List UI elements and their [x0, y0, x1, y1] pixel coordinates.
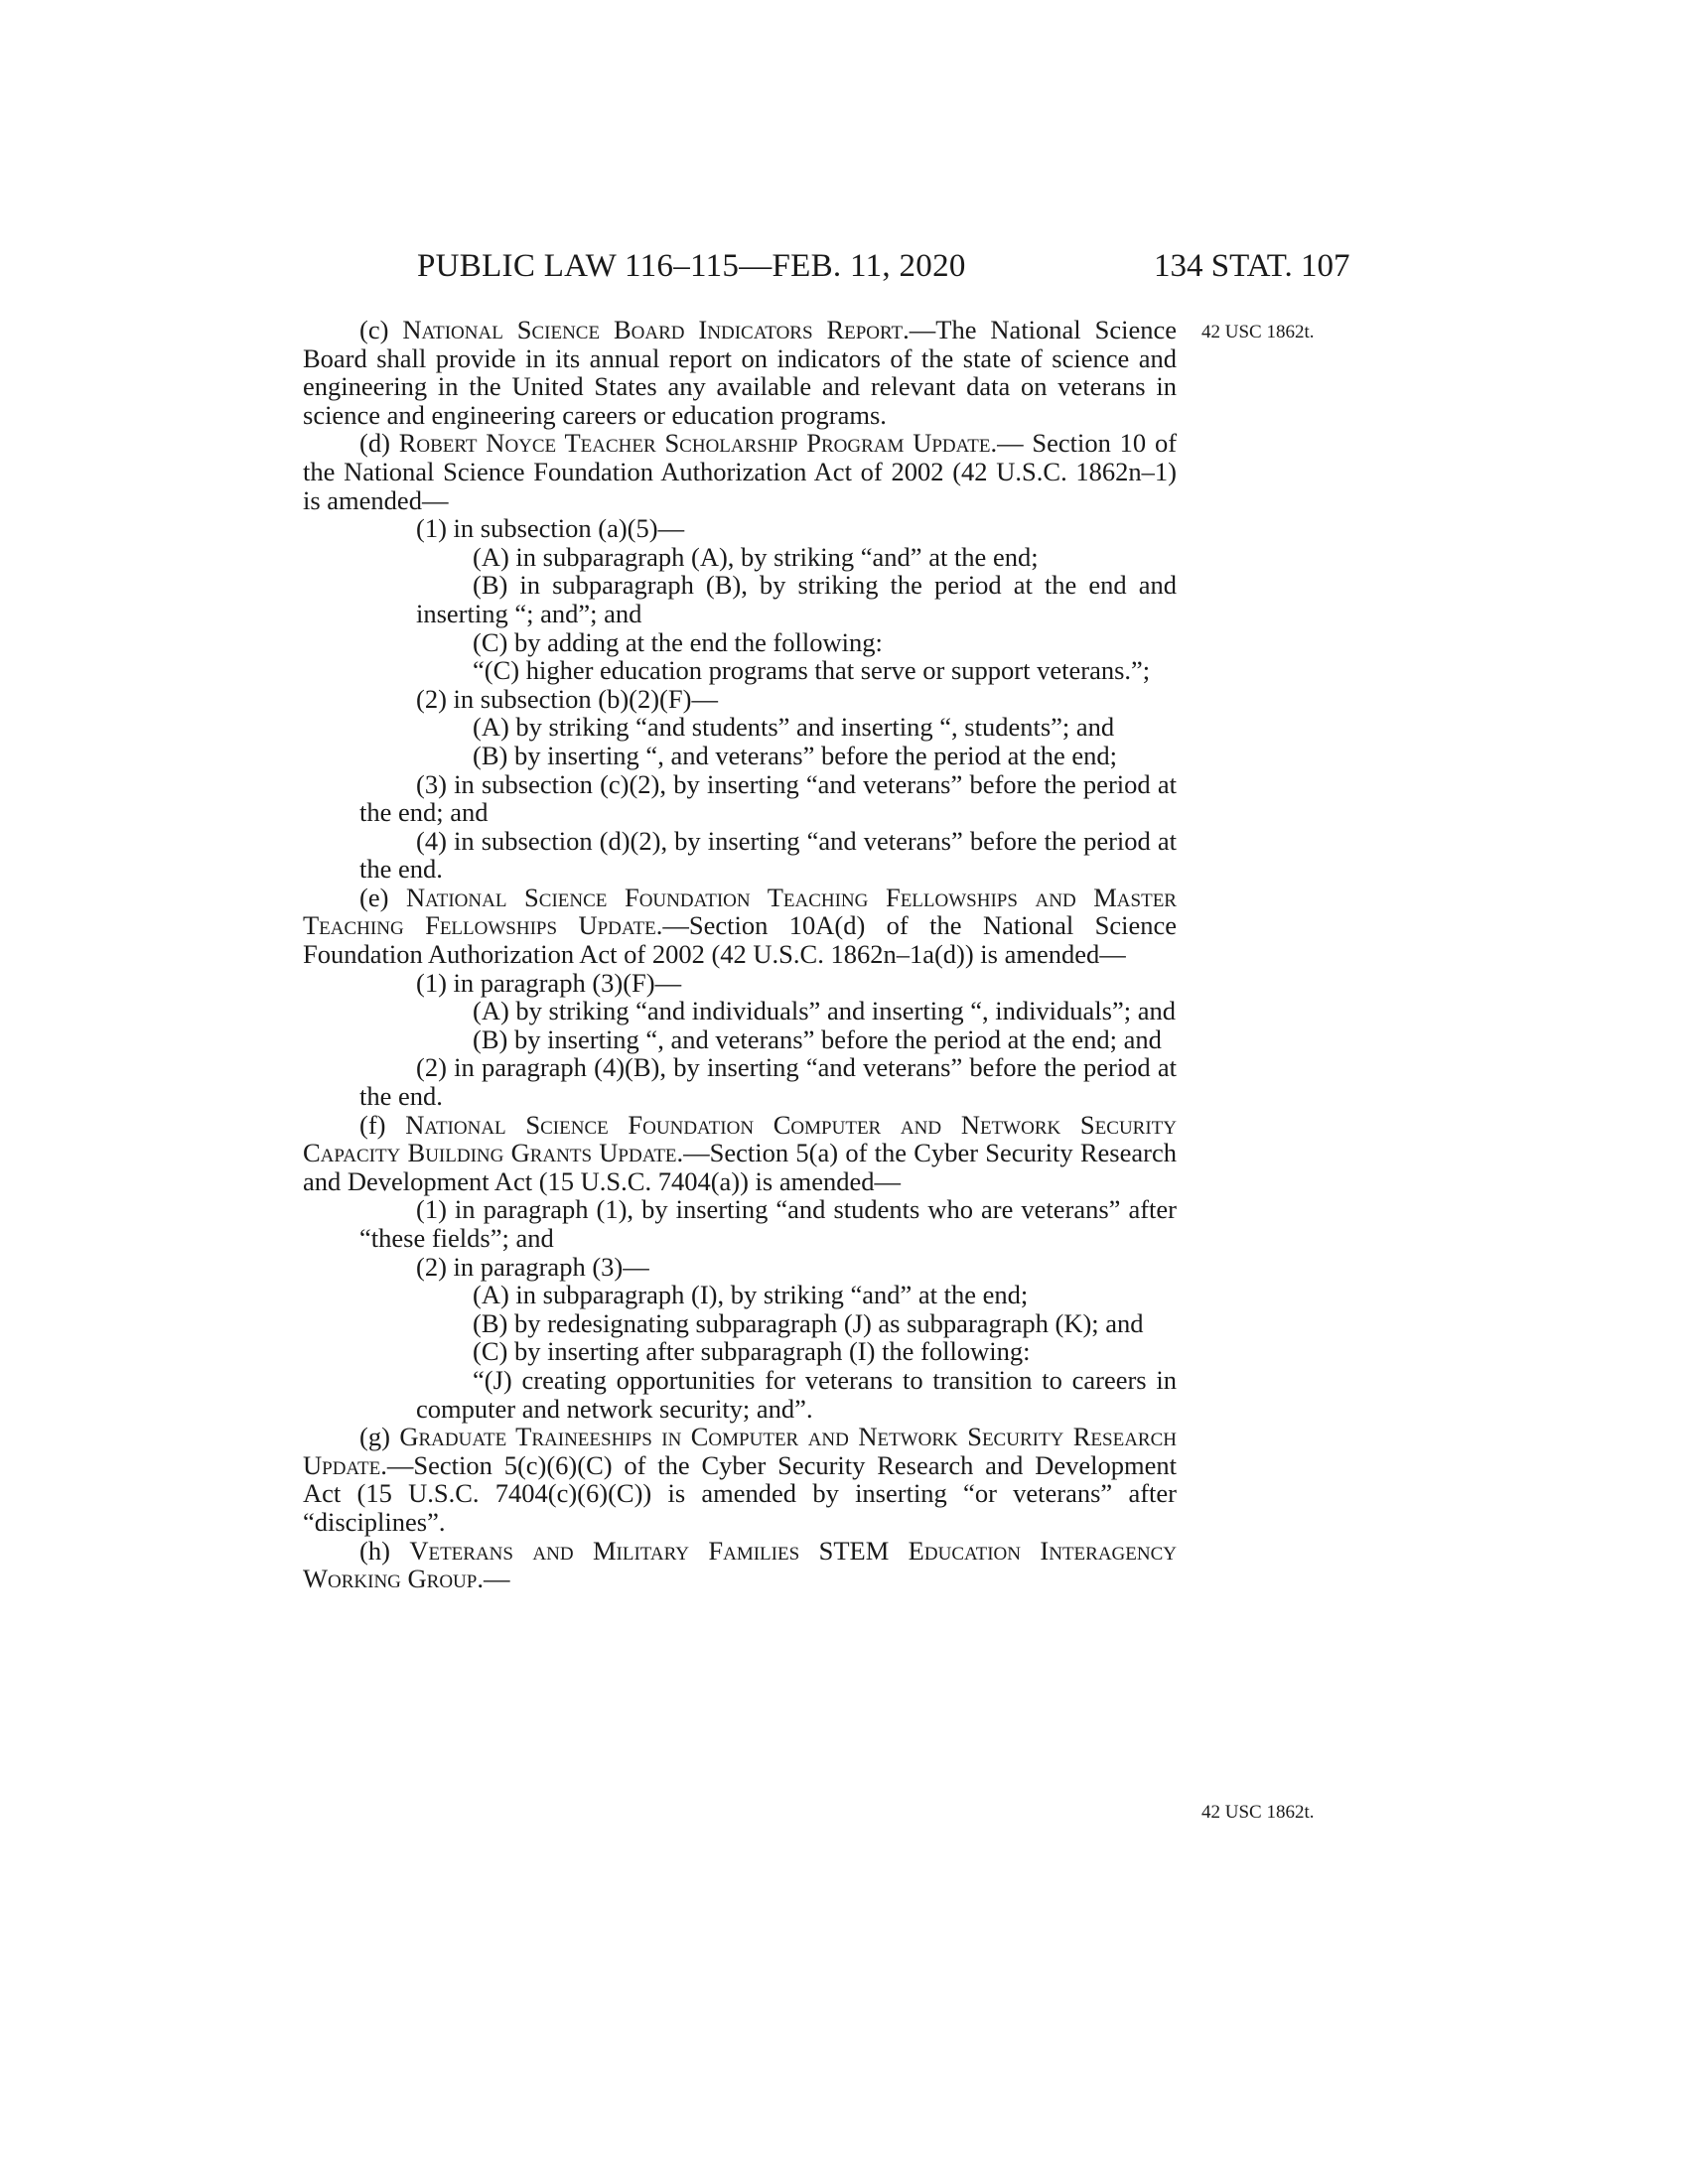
- paragraph-subitem: (A) in subparagraph (A), by striking “and” at the end;: [473, 541, 1039, 572]
- paragraph-item: (3) in subsection (c)(2), by inserting “and veterans” before the period at the end; and: [359, 768, 1177, 828]
- paragraph-item: (2) in paragraph (4)(B), by inserting “and veterans” before the period at the end.: [359, 1052, 1177, 1112]
- paragraph-subitem: (B) by inserting “, and veterans” before the period at the end;: [473, 740, 1118, 770]
- paragraph-subitem: “(J) creating opportunities for veterans to transition to careers in computer and network security; and”.: [416, 1364, 1177, 1424]
- paragraph-subitem: (B) by redesignating subparagraph (J) as subparagraph (K); and: [473, 1307, 1144, 1338]
- statute-body: [303, 316, 1177, 1593]
- paragraph-subitem: (A) by striking “and individuals” and inserting “, individuals”; and: [473, 996, 1176, 1026]
- paragraph-subsection-c: (c) National Science Board Indicators Report.—The National Science Board shall provide in its annual report on indicators of the state of science and engineering in the United States any available and relevant data on veterans in science and engineering careers or education programs.: [303, 315, 1177, 430]
- paragraph-item: (2) in subsection (b)(2)(F)—: [416, 683, 718, 714]
- subsection-heading: National Science Foundation Computer and Network Security Capacity Building Grants Update: [303, 1109, 1177, 1168]
- paragraph-subitem: (C) by inserting after subparagraph (I) the following:: [473, 1336, 1031, 1367]
- page-header-stat-reference: 134 STAT. 107: [1154, 248, 1350, 284]
- paragraph-subsection-f: (f) National Science Foundation Computer and Network Security Capacity Building Grants Update.—Section 5(a) of the Cyber Security Research and Development Act (15 U.S.C. 7404(a)) is amended—: [303, 1109, 1177, 1196]
- paragraph-subitem: (B) in subparagraph (B), by striking the period at the end and inserting “; and”; and: [416, 570, 1177, 628]
- paragraph-item: (1) in paragraph (1), by inserting “and students who are veterans” after “these fields”; and: [359, 1194, 1177, 1253]
- paragraph-item: (4) in subsection (d)(2), by inserting “and veterans” before the period at the end.: [359, 825, 1177, 885]
- paragraph-subsection-g: (g) Graduate Traineeships in Computer and Network Security Research Update.—Section 5(c)(6)(C) of the Cyber Security Research and Development Act (15 U.S.C. 7404(c)(6)(C)) is amended by inserting “or veterans” after “disciplines”.: [303, 1422, 1177, 1537]
- margin-note-usc-citation: 42 USC 1862t.: [1201, 1802, 1315, 1823]
- paragraph-subsection-d: (d) Robert Noyce Teacher Scholarship Program Update.— Section 10 of the National Science Foundation Authorization Act of 2002 (42 U.S.C. 1862n–1) is amended—: [303, 428, 1178, 515]
- margin-note-usc-citation: 42 USC 1862t.: [1201, 322, 1315, 342]
- paragraph-subitem: “(C) higher education programs that serve or support veterans.”;: [473, 655, 1151, 686]
- subsection-heading: National Science Board Indicators Report: [402, 315, 904, 344]
- paragraph-subitem: (A) by striking “and students” and inserting “, students”; and: [473, 712, 1115, 743]
- subsection-heading: Robert Noyce Teacher Scholarship Program Update: [398, 428, 991, 459]
- paragraph-subitem: (A) in subparagraph (I), by striking “and” at the end;: [473, 1280, 1029, 1310]
- paragraph-subitem: (C) by adding at the end the following:: [473, 626, 883, 657]
- paragraph-subsection-h: (h) Veterans and Military Families STEM Education Interagency Working Group.—: [303, 1535, 1177, 1594]
- paragraph-item: (1) in subsection (a)(5)—: [416, 513, 685, 544]
- subsection-heading: National Science Foundation Teaching Fellowships and Master Teaching Fellowships Update: [303, 882, 1177, 941]
- paragraph-subitem: (B) by inserting “, and veterans” before the period at the end; and: [473, 1024, 1162, 1054]
- paragraph-item: (2) in paragraph (3)—: [416, 1251, 649, 1282]
- paragraph-subsection-e: (e) National Science Foundation Teaching Fellowships and Master Teaching Fellowships Update.—Section 10A(d) of the National Science Foundation Authorization Act of 2002 (42 U.S.C. 1862n–1a(d)) is amended—: [303, 882, 1178, 970]
- subsection-heading: Veterans and Military Families STEM Education Interagency Working Group: [303, 1535, 1177, 1594]
- page-header-title: PUBLIC LAW 116–115—FEB. 11, 2020: [417, 248, 966, 284]
- paragraph-item: (1) in paragraph (3)(F)—: [416, 967, 682, 998]
- subsection-heading: Graduate Traineeships in Computer and Network Security Research Update: [303, 1422, 1177, 1480]
